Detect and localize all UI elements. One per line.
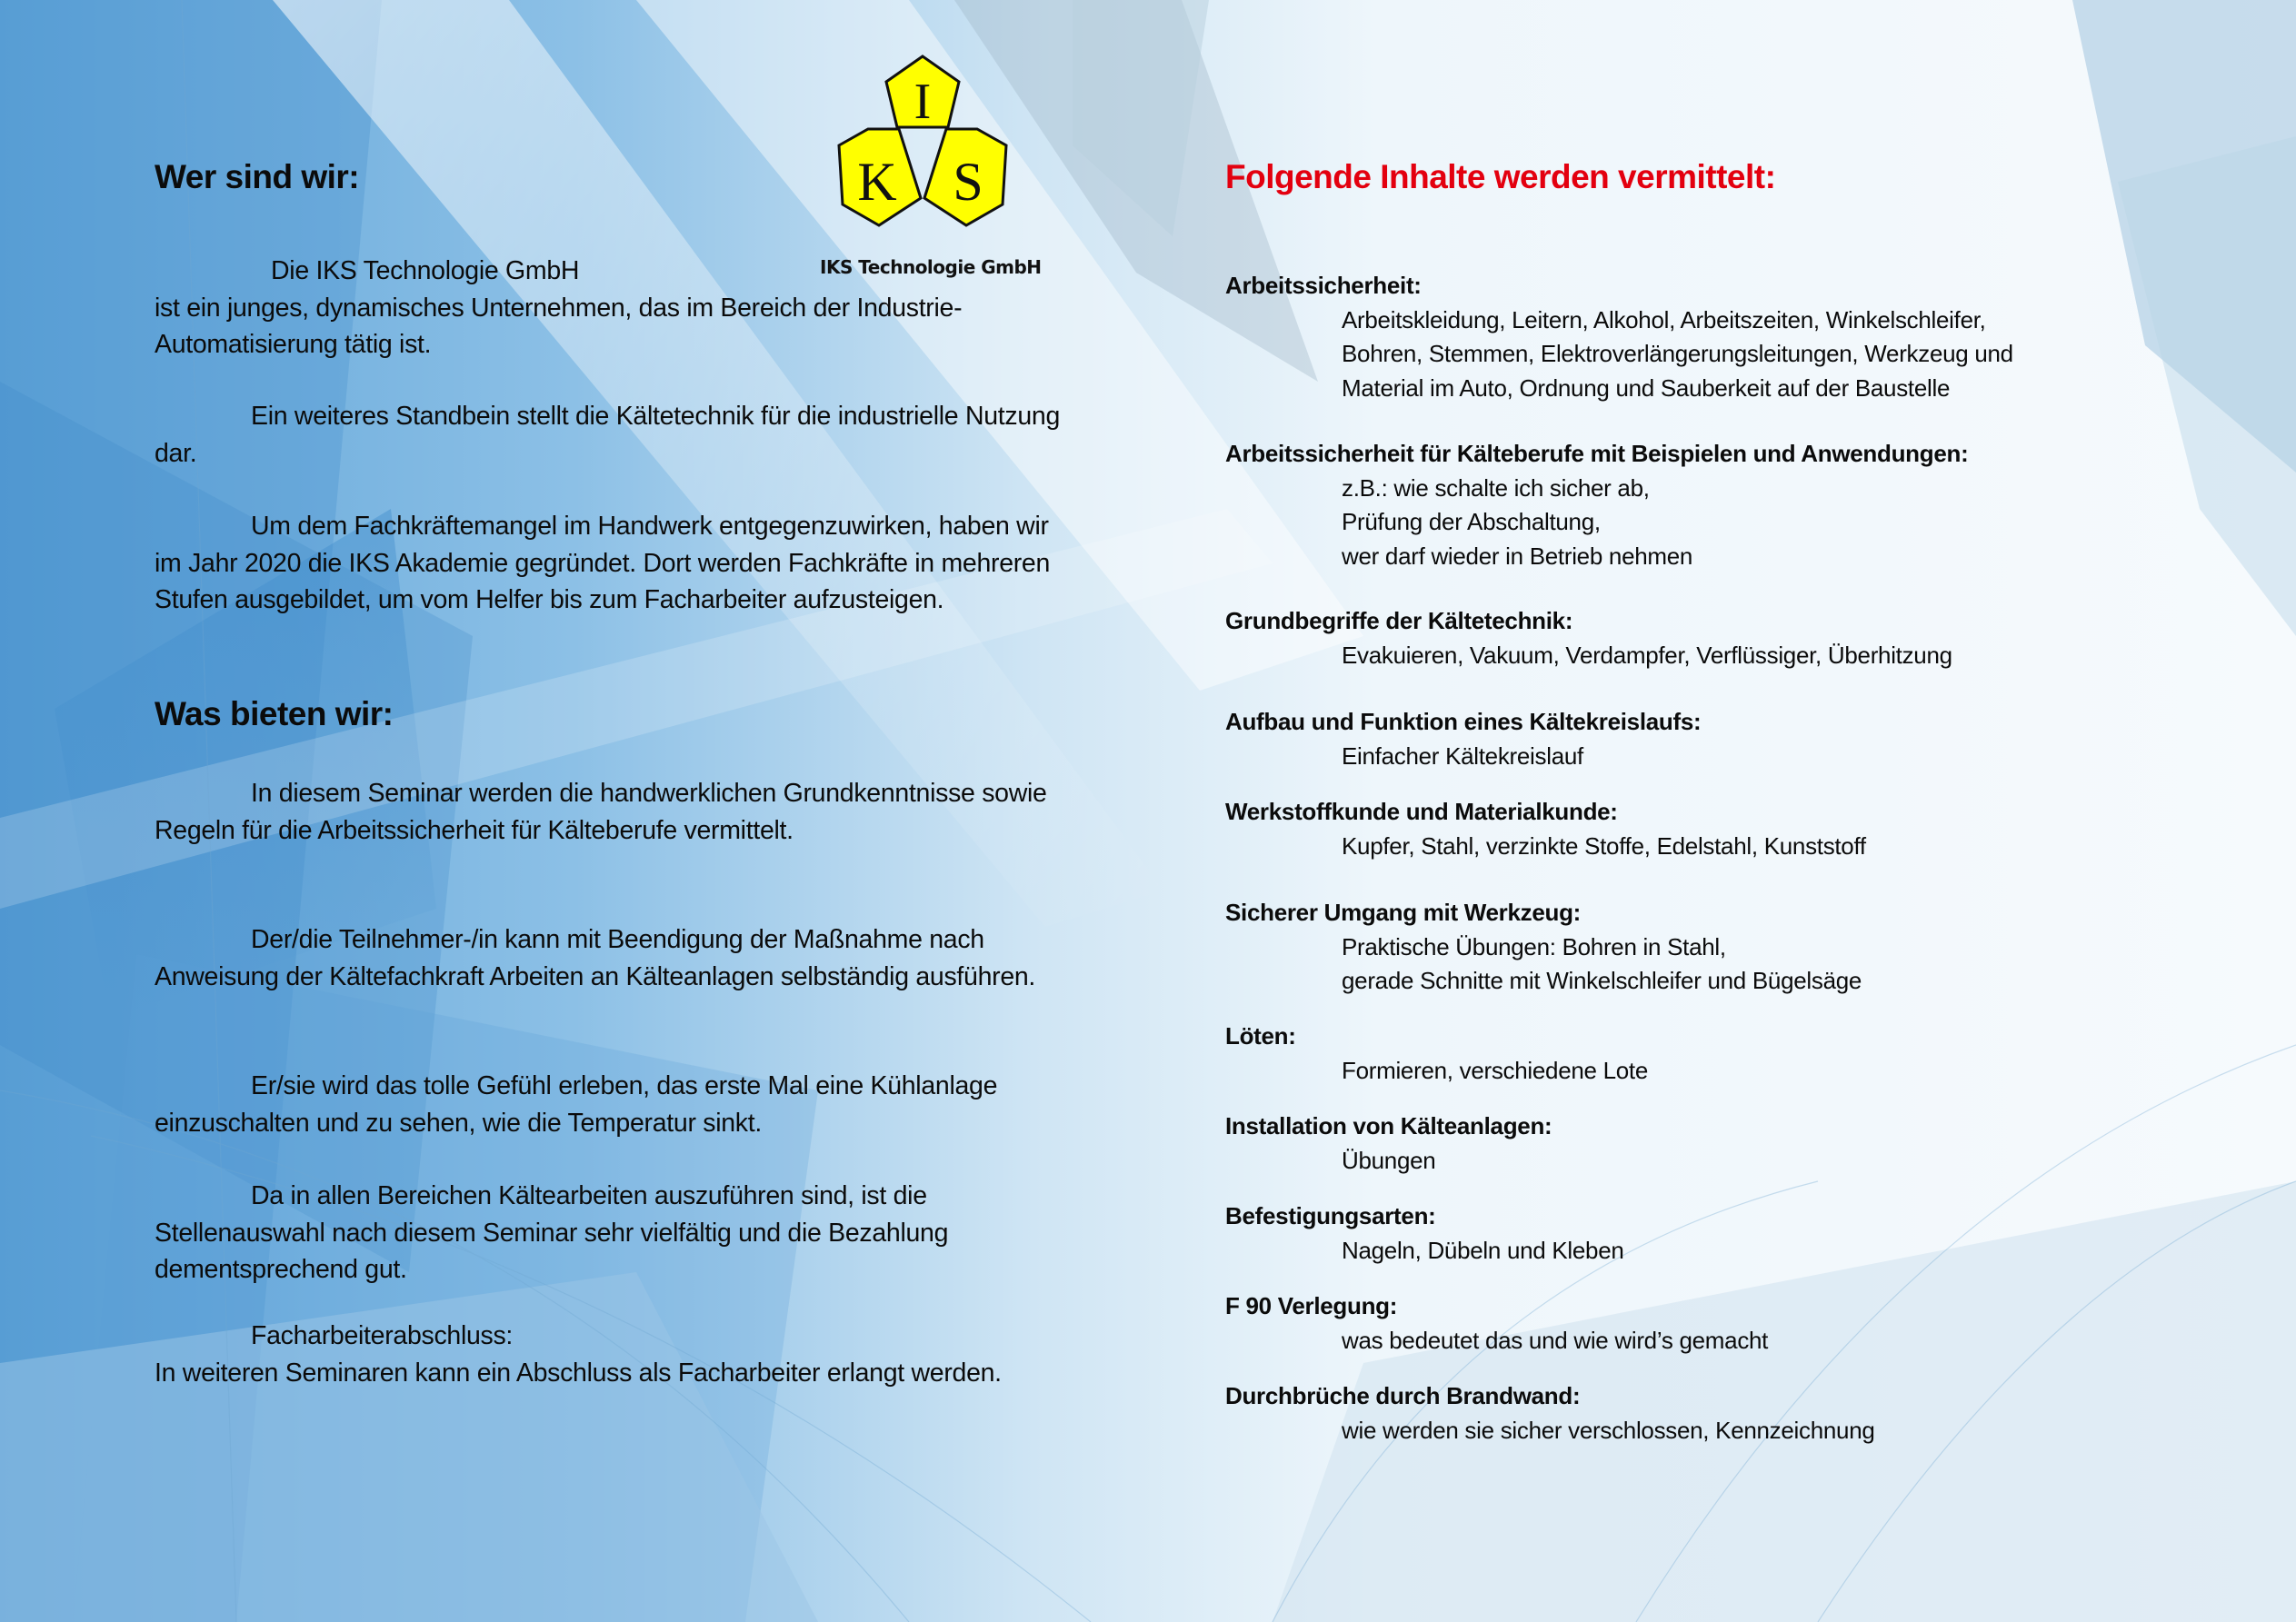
topic-installation: Installation von Kälteanlagen: Übungen [1225, 1112, 1552, 1174]
offer-paragraph-2: Der/die Teilnehmer-/in kann mit Beendigung der Maßnahme nach Anweisung der Kältefachkraft Arbeiten an Kälteanlagen selbständig ausführen. [155, 925, 1036, 991]
topic-brandwand: Durchbrüche durch Brandwand: wie werden sie sicher verschlossen, Kennzeichnung [1225, 1382, 1875, 1444]
topic-werkstoffkunde: Werkstoffkunde und Materialkunde: Kupfer, Stahl, verzinkte Stoffe, Edelstahl, Kunststoff [1225, 798, 1866, 860]
who-paragraph-3: Um dem Fachkräftemangel im Handwerk entgegenzuwirken, haben wir im Jahr 2020 die IKS Akademie gegründet. Dort werden Fachkräfte in mehreren Stufen ausgebildet, um vom Helfer bis zum Facharbeiter aufzusteigen. [155, 512, 1051, 614]
logo-letter-s: S [953, 152, 983, 212]
topic-arbeitssicherheit-kaelteberufe: Arbeitssicherheit für Kälteberufe mit Beispielen und Anwendungen: z.B.: wie schalte ich sicher ab, Prüfung der Abschaltung, wer darf wieder in Betrieb nehmen [1225, 440, 1969, 570]
topic-arbeitssicherheit: Arbeitssicherheit: Arbeitskleidung, Leitern, Alkohol, Arbeitszeiten, Winkelschleifer, Bohren, Stemmen, Elektroverlängerungsleitungen, Werkzeug und Material im Auto, Ordnung und Sauberkeit auf der Baustelle [1225, 272, 2013, 402]
offer-paragraph-4: Da in allen Bereichen Kältearbeiten auszuführen sind, ist die Stellenauswahl nach diesem Seminar sehr vielfältig und die Bezahlung dementsprechend gut. [155, 1181, 949, 1284]
logo-letter-i: I [913, 74, 932, 130]
topic-grundbegriffe: Grundbegriffe der Kältetechnik: Evakuieren, Vakuum, Verdampfer, Verflüssiger, Überhitzung [1225, 607, 1952, 669]
what-we-offer-heading: Was bieten wir: [155, 695, 394, 732]
who-are-we-heading: Wer sind wir: [155, 158, 360, 195]
company-name-line: Die IKS Technologie GmbH [271, 256, 580, 285]
logo-letter-k: K [857, 152, 897, 212]
company-description: ist ein junges, dynamisches Unternehmen, das im Bereich der Industrie-Automatisierung tätig ist. [155, 293, 963, 359]
topic-loeten: Löten: Formieren, verschiedene Lote [1225, 1022, 1649, 1084]
who-paragraph-2: Ein weiteres Standbein stellt die Kältetechnik für die industrielle Nutzung dar. [155, 402, 1061, 468]
content-heading: Folgende Inhalte werden vermittelt: [1225, 158, 1776, 195]
offer-paragraph-1: In diesem Seminar werden die handwerklichen Grundkenntnisse sowie Regeln für die Arbeitssicherheit für Kälteberufe vermittelt. [155, 779, 1047, 845]
topic-f90-verlegung: F 90 Verlegung: was bedeutet das und wie wird’s gemacht [1225, 1292, 1769, 1354]
topic-werkzeug: Sicherer Umgang mit Werkzeug: Praktische Übungen: Bohren in Stahl, gerade Schnitte mit Winkelschleifer und Bügelsäge [1225, 899, 1862, 994]
topic-kaeltekreislauf: Aufbau und Funktion eines Kältekreislaufs: Einfacher Kältekreislauf [1225, 708, 1702, 770]
logo-caption: IKS Technologie GmbH [820, 256, 1042, 278]
offer-paragraph-5: Facharbeiterabschluss: In weiteren Seminaren kann ein Abschluss als Facharbeiter erlangt werden. [155, 1321, 1002, 1388]
topic-befestigungsarten: Befestigungsarten: Nageln, Dübeln und Kleben [1225, 1202, 1624, 1264]
certificate-label: Facharbeiterabschluss: [251, 1321, 514, 1350]
who-paragraph-1 [155, 253, 1063, 363]
offer-paragraph-3: Er/sie wird das tolle Gefühl erleben, das erste Mal eine Kühlanlage einzuschalten und zu sehen, wie die Temperatur sinkt. [155, 1071, 998, 1138]
iks-logo [832, 55, 1013, 245]
